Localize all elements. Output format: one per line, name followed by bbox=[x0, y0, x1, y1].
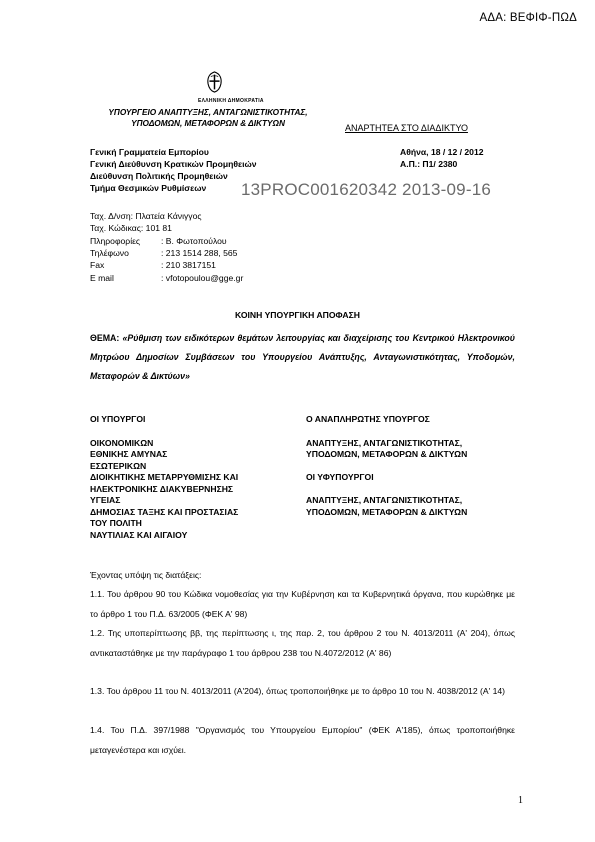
provision-1-3: 1.3. Του άρθρου 11 του Ν. 4013/2011 (Α'204), όπως τροποποιήθηκε με το άρθρο 10 του Ν. 4038/2012 (Α' 14) bbox=[90, 686, 506, 696]
protocol-number: Α.Π.: Π1/ 2380 bbox=[400, 159, 458, 169]
vice-ministers-heading: ΟΙ ΥΦΥΠΟΥΡΓΟΙ bbox=[306, 472, 374, 482]
ministers-heading: ΟΙ ΥΠΟΥΡΓΟΙ bbox=[90, 414, 146, 424]
post-online-label: ΑΝΑΡΤΗΤΕΑ ΣΤΟ ΔΙΑΔΙΚΤΥΟ bbox=[345, 123, 468, 133]
ministry-item: ΕΘΝΙΚΗΣ ΑΜΥΝΑΣ bbox=[90, 449, 168, 459]
page-number: 1 bbox=[518, 795, 523, 806]
contact-label: Τηλέφωνο bbox=[90, 248, 129, 258]
subject-label: ΘΕΜΑ: bbox=[90, 333, 120, 343]
ministry-item: ΔΙΟΙΚΗΤΙΚΗΣ ΜΕΤΑΡΡΥΘΜΙΣΗΣ ΚΑΙ bbox=[90, 472, 239, 482]
decision-title: ΚΟΙΝΗ ΥΠΟΥΡΓΙΚΗ ΑΠΟΦΑΣΗ bbox=[235, 310, 360, 320]
contact-label: Fax bbox=[90, 260, 105, 270]
dept-line-2: Γενική Διεύθυνση Κρατικών Προμηθειών bbox=[90, 159, 257, 169]
ministry-item: ΔΗΜΟΣΙΑΣ ΤΑΞΗΣ ΚΑΙ ΠΡΟΣΤΑΣΙΑΣ bbox=[90, 507, 239, 517]
greek-emblem-icon bbox=[205, 71, 224, 93]
ministry-item: ΝΑΥΤΙΛΙΑΣ ΚΑΙ ΑΙΓΑΙΟΥ bbox=[90, 530, 188, 540]
republic-label: ΕΛΛΗΝΙΚΗ ΔΗΜΟΚΡΑΤΙΑ bbox=[198, 98, 264, 104]
contact-label: Ταχ. Κώδικας: 101 81 bbox=[90, 223, 172, 233]
provision-1-4: 1.4. Του Π.Δ. 397/1988 "Οργανισμός του Υπουργείου Εμπορίου" (ΦΕΚ Α'185), όπως τροποποιήθηκε μεταγενέστερα και ισχύει. bbox=[90, 725, 515, 755]
document-date: Αθήνα, 18 / 12 / 2012 bbox=[400, 147, 484, 157]
vice-ministry-line: ΥΠΟΔΟΜΩΝ, ΜΕΤΑΦΟΡΩΝ & ΔΙΚΤΥΩΝ bbox=[306, 507, 468, 517]
ada-code: ΑΔΑ: ΒΕΦΙΦ-ΠΩΔ bbox=[479, 12, 577, 24]
deputy-ministry-line: ΑΝΑΠΤΥΞΗΣ, ΑΝΤΑΓΩΝΙΣΤΙΚΟΤΗΤΑΣ, bbox=[306, 438, 463, 448]
ministry-item: ΟΙΚΟΝΟΜΙΚΩΝ bbox=[90, 438, 154, 448]
ministry-item: ΗΛΕΚΤΡΟΝΙΚΗΣ ΔΙΑΚΥΒΕΡΝΗΣΗΣ bbox=[90, 484, 234, 494]
contact-email: : vfotopoulou@gge.gr bbox=[161, 273, 244, 283]
dept-line-3: Διεύθυνση Πολιτικής Προμηθειών bbox=[90, 171, 228, 181]
contact-label: Ταχ. Δ/νση: Πλατεία Κάνιγγος bbox=[90, 211, 202, 221]
provision-1-1: 1.1. Του άρθρου 90 του Κώδικα νομοθεσίας για την Κυβέρνηση και τα Κυβερνητικά όργανα, που κυρώθηκε με το άρθρο 1 του Π.Δ. 63/2005 (ΦΕΚ Α' 98) bbox=[90, 589, 515, 619]
subject-paragraph bbox=[90, 329, 515, 386]
ministry-item: ΤΟΥ ΠΟΛΙΤΗ bbox=[90, 518, 142, 528]
vice-ministry-line: ΑΝΑΠΤΥΞΗΣ, ΑΝΤΑΓΩΝΙΣΤΙΚΟΤΗΤΑΣ, bbox=[306, 495, 463, 505]
dept-line-1: Γενική Γραμματεία Εμπορίου bbox=[90, 147, 209, 157]
deputy-ministry-line: ΥΠΟΔΟΜΩΝ, ΜΕΤΑΦΟΡΩΝ & ΔΙΚΤΥΩΝ bbox=[306, 449, 468, 459]
ministry-name bbox=[88, 107, 328, 129]
ministry-item: ΕΣΩΤΕΡΙΚΩΝ bbox=[90, 461, 147, 471]
provision-1-2: 1.2. Της υποπερίπτωσης ββ, της περίπτωσης ι, της παρ. 2, του άρθρου 2 του Ν. 4013/2011 (Α' 204), όπως αντικαταστάθηκε με την παράγραφο 1 του άρθρου 238 του Ν.4072/2012 (Α' 86) bbox=[90, 628, 515, 658]
contact-value: : 213 1514 288, 565 bbox=[161, 248, 238, 258]
dept-line-4: Τμήμα Θεσμικών Ρυθμίσεων bbox=[90, 183, 207, 193]
contact-value: : 210 3817151 bbox=[161, 260, 216, 270]
subject-text: «Ρύθμιση των ειδικότερων θεμάτων λειτουργίας και διαχείρισης του Κεντρικού Ηλεκτρονικού Μητρώου Δημοσίων Συμβάσεων του Υπουργείου Ανάπτυξης, Ανταγωνιστικότητας, Υποδομών, Μεταφορών & Δικτύων» bbox=[90, 333, 515, 381]
registry-stamp: 13PROC001620342 2013-09-16 bbox=[241, 180, 491, 199]
ministry-line-2: ΥΠΟΔΟΜΩΝ, ΜΕΤΑΦΟΡΩΝ & ΔΙΚΤΥΩΝ bbox=[131, 118, 285, 128]
deputy-minister-heading: Ο ΑΝΑΠΛΗΡΩΤΗΣ ΥΠΟΥΡΓΟΣ bbox=[306, 414, 430, 424]
ministry-line-1: ΥΠΟΥΡΓΕΙΟ ΑΝΑΠΤΥΞΗΣ, ΑΝΤΑΓΩΝΙΣΤΙΚΟΤΗΤΑΣ, bbox=[108, 107, 308, 117]
ministry-item: ΥΓΕΙΑΣ bbox=[90, 495, 121, 505]
intro-line: Έχοντας υπόψη τις διατάξεις: bbox=[90, 570, 202, 580]
contact-value: : Β. Φωτοπούλου bbox=[161, 236, 227, 246]
contact-label: E mail bbox=[90, 273, 114, 283]
contact-label: Πληροφορίες bbox=[90, 236, 141, 246]
